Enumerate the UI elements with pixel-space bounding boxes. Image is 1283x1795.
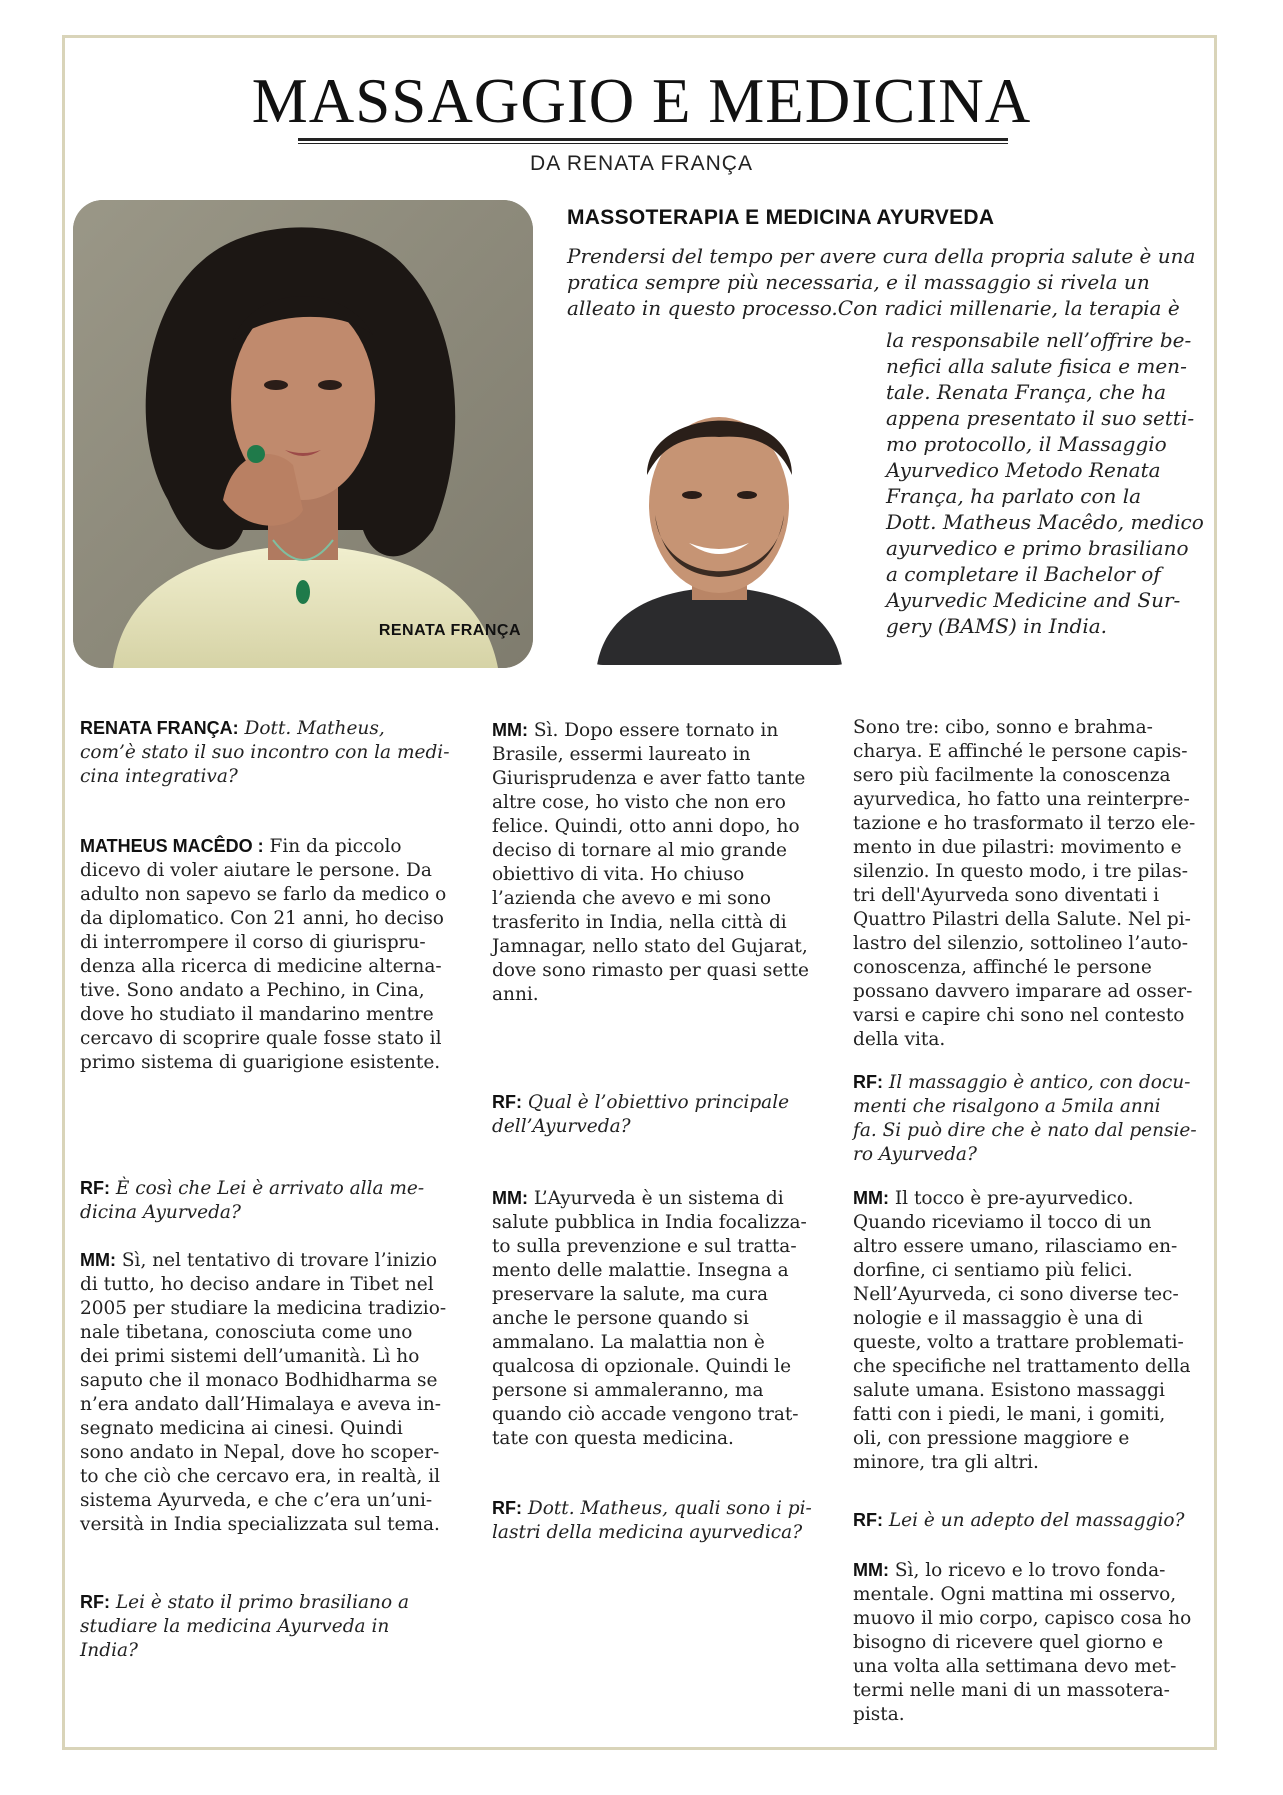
speaker-label: MM: xyxy=(853,1188,889,1208)
line-text: salute pubblica in India focalizza- xyxy=(492,1212,807,1233)
answer-paragraph xyxy=(492,1186,832,1451)
paragraph-line xyxy=(492,1521,832,1545)
line-text: Quattro Pilastri della Salute. Nel pi- xyxy=(853,909,1191,930)
paragraph-line xyxy=(80,1441,470,1465)
line-text: to che ciò che cercavo era, in realtà, il xyxy=(80,1466,441,1487)
answer-paragraph xyxy=(80,1248,470,1537)
lede-line: Ayurvedic Medicine and Sur- xyxy=(886,588,1181,612)
line-text: Qual è l’obiettivo principale xyxy=(527,1092,790,1113)
line-text: altre cose, ho visto che non ero xyxy=(492,792,786,813)
lede-line: alleato in questo processo.Con radici millenarie, la terapia è xyxy=(567,296,1180,320)
line-text: dell’Ayurveda? xyxy=(492,1116,631,1137)
paragraph-line xyxy=(80,1248,470,1273)
line-text: Dott. Matheus, quali sono i pi- xyxy=(527,1498,812,1519)
line-text: dorfine, ci sentiamo più felici. xyxy=(853,1260,1133,1281)
line-text: minore, tra gli altri. xyxy=(853,1452,1039,1473)
answer-paragraph xyxy=(80,834,470,1075)
intro-heading: MASSOTERAPIA E MEDICINA AYURVEDA xyxy=(567,206,995,229)
line-text: deciso di tornare al mio grande xyxy=(492,840,787,861)
paragraph-line xyxy=(80,741,470,765)
lede-line: Dott. Matheus Macêdo, medico xyxy=(886,510,1204,534)
line-text: ammalano. La malattia non è xyxy=(492,1332,765,1353)
paragraph-line xyxy=(853,1607,1208,1631)
line-text: charya. E affinché le persone capis- xyxy=(853,741,1188,762)
line-text: dove ho studiato il mandarino mentre xyxy=(80,1004,434,1025)
line-text: salute umana. Esistono massaggi xyxy=(853,1380,1165,1401)
paragraph-line xyxy=(853,1655,1208,1679)
paragraph-line xyxy=(80,1321,470,1345)
paragraph-line xyxy=(80,1513,470,1537)
paragraph-line xyxy=(853,812,1208,836)
line-text: Jamnagar, nello stato del Gujarat, xyxy=(492,936,808,957)
lede-top xyxy=(567,243,1212,321)
line-text: versità in India specializzata sul tema. xyxy=(80,1514,440,1535)
paragraph-line xyxy=(853,1211,1208,1235)
line-text: Sì, nel tentativo di trovare l’inizio xyxy=(121,1250,438,1271)
lede-line: la responsabile nell’offrire be- xyxy=(886,328,1192,352)
speaker-label: RF: xyxy=(492,1092,522,1112)
paragraph-line xyxy=(492,911,832,935)
paragraph-line xyxy=(853,908,1208,932)
paragraph-line xyxy=(80,1393,470,1417)
question-paragraph xyxy=(853,1070,1208,1167)
paragraph-line xyxy=(80,1201,470,1225)
paragraph-line xyxy=(80,1615,470,1639)
paragraph-line xyxy=(853,860,1208,884)
line-text: n’era andato dall’Himalaya e aveva in- xyxy=(80,1394,441,1415)
lede-line: appena presentato il suo setti- xyxy=(886,406,1195,430)
paragraph-line xyxy=(853,1355,1208,1379)
paragraph-line xyxy=(853,836,1208,860)
paragraph-line xyxy=(853,1508,1208,1533)
line-text: tive. Sono andato a Pechino, in Cina, xyxy=(80,980,425,1001)
paragraph-line xyxy=(80,955,470,979)
paragraph-line xyxy=(80,907,470,931)
speaker-label: RF: xyxy=(492,1498,522,1518)
line-text: L’Ayurveda è un sistema di xyxy=(533,1188,784,1209)
line-text: È così che Lei è arrivato alla me- xyxy=(115,1178,425,1199)
paragraph-line xyxy=(853,1583,1208,1607)
paragraph-line xyxy=(853,1403,1208,1427)
line-text: silenzio. In questo modo, i tre pilas- xyxy=(853,861,1188,882)
paragraph-line xyxy=(492,1496,832,1521)
paragraph-line xyxy=(492,815,832,839)
paragraph-line xyxy=(80,1590,470,1615)
line-text: mento in due pilastri: movimento e xyxy=(853,837,1182,858)
paragraph-line xyxy=(492,1403,832,1427)
paragraph-line xyxy=(492,743,832,767)
lede-line: França, ha parlato con la xyxy=(886,484,1142,508)
paragraph-line xyxy=(492,1259,832,1283)
lede-line: tale. Renata França, che ha xyxy=(886,380,1167,404)
speaker-label: RF: xyxy=(80,1178,110,1198)
paragraph-line xyxy=(853,980,1208,1004)
paragraph-line xyxy=(492,1355,832,1379)
line-text: Sì, lo ricevo e lo trovo fonda- xyxy=(894,1560,1166,1581)
lede-line: Prendersi del tempo per avere cura della propria salute è una xyxy=(567,244,1196,268)
line-text: Sono tre: cibo, sonno e brahma- xyxy=(853,717,1153,738)
line-text: primo sistema di guarigione esistente. xyxy=(80,1052,441,1073)
paragraph-line xyxy=(853,788,1208,812)
question-paragraph xyxy=(80,1176,470,1225)
line-text: 2005 per studiare la medicina tradizio- xyxy=(80,1298,447,1319)
line-text: sero più facilmente la conoscenza xyxy=(853,765,1171,786)
lede-line: Ayurvedico Metodo Renata xyxy=(886,458,1161,482)
paragraph-line xyxy=(853,1028,1208,1052)
line-text: varsi e capire chi sono nel contesto xyxy=(853,1005,1185,1026)
paragraph-line xyxy=(80,1297,470,1321)
paragraph-line xyxy=(80,1369,470,1393)
speaker-label: MATHEUS MACÊDO : xyxy=(80,836,264,856)
line-text: lastri della medicina ayurvedica? xyxy=(492,1522,803,1543)
paragraph-line xyxy=(853,764,1208,788)
paragraph-line xyxy=(492,1186,832,1211)
line-text: da diplomatico. Con 21 anni, ho deciso xyxy=(80,908,444,929)
line-text: Il tocco è pre-ayurvedico. xyxy=(894,1188,1134,1209)
line-text: una volta alla settimana devo met- xyxy=(853,1656,1177,1677)
paragraph-line xyxy=(492,839,832,863)
line-text: menti che risalgono a 5mila anni xyxy=(853,1096,1161,1117)
speaker-label: RF: xyxy=(853,1072,883,1092)
speaker-label: MM: xyxy=(80,1250,116,1270)
paragraph-line xyxy=(853,932,1208,956)
paragraph-line xyxy=(80,765,470,789)
line-text: segnato medicina ai cinesi. Quindi xyxy=(80,1418,403,1439)
line-text: cercavo di scoprire quale fosse stato il xyxy=(80,1028,442,1049)
line-text: quando ciò accade vengono trat- xyxy=(492,1404,799,1425)
paragraph-line xyxy=(80,859,470,883)
line-text: persone si ammaleranno, ma xyxy=(492,1380,764,1401)
line-text: studiare la medicina Ayurveda in xyxy=(80,1616,390,1637)
speaker-label: MM: xyxy=(853,1560,889,1580)
speaker-label: RF: xyxy=(853,1510,883,1530)
paragraph-line xyxy=(492,1379,832,1403)
line-text: anni. xyxy=(492,984,539,1005)
paragraph-line xyxy=(80,979,470,1003)
speaker-label: RENATA FRANÇA: xyxy=(80,718,239,738)
line-text: saputo che il monaco Bodhidharma se xyxy=(80,1370,438,1391)
line-text: fatti con i piedi, le mani, i gomiti, xyxy=(853,1404,1166,1425)
lede-line: nefici alla salute fisica e men- xyxy=(886,354,1187,378)
paragraph-line xyxy=(492,1235,832,1259)
paragraph-line xyxy=(80,883,470,907)
portrait-illustration xyxy=(577,365,862,665)
paragraph-line xyxy=(853,1679,1208,1703)
paragraph-line xyxy=(492,863,832,887)
line-text: Sì. Dopo essere tornato in xyxy=(533,720,779,741)
line-text: anche le persone quando si xyxy=(492,1308,749,1329)
paragraph-line xyxy=(492,1211,832,1235)
line-text: adulto non sapevo se farlo da medico o xyxy=(80,884,447,905)
answer-paragraph xyxy=(853,1186,1208,1475)
title-rule-thin xyxy=(298,143,1008,144)
paragraph-line xyxy=(853,1235,1208,1259)
line-text: termi nelle mani di un massotera- xyxy=(853,1680,1170,1701)
paragraph-line xyxy=(492,1427,832,1451)
paragraph-line xyxy=(80,1273,470,1297)
paragraph-line xyxy=(492,791,832,815)
paragraph-line xyxy=(853,1259,1208,1283)
title-rule-thick xyxy=(298,138,1008,141)
paragraph-line xyxy=(492,935,832,959)
line-text: felice. Quindi, otto anni dopo, ho xyxy=(492,816,800,837)
paragraph-line xyxy=(492,983,832,1007)
paragraph-line xyxy=(80,716,470,741)
line-text: oli, con pressione maggiore e xyxy=(853,1428,1130,1449)
line-text: mento delle malattie. Insegna a xyxy=(492,1260,789,1281)
line-text: Quando riceviamo il tocco di un xyxy=(853,1212,1152,1233)
paragraph-line xyxy=(853,1095,1208,1119)
question-paragraph xyxy=(853,1508,1208,1533)
line-text: possano davvero imparare ad osser- xyxy=(853,981,1193,1002)
paragraph-line xyxy=(853,1331,1208,1355)
paragraph-line xyxy=(853,956,1208,980)
paragraph-line xyxy=(492,767,832,791)
line-text: lastro del silenzio, sottolineo l’auto- xyxy=(853,933,1188,954)
question-paragraph xyxy=(492,1496,832,1545)
lede-line: gery (BAMS) in India. xyxy=(886,614,1108,638)
line-text: pista. xyxy=(853,1704,905,1725)
paragraph-line xyxy=(853,884,1208,908)
paragraph-line xyxy=(492,1115,832,1139)
paragraph-line xyxy=(853,1451,1208,1475)
line-text: ro Ayurveda? xyxy=(853,1144,977,1165)
question-paragraph xyxy=(80,1590,470,1663)
paragraph-line xyxy=(853,1427,1208,1451)
paragraph-line xyxy=(80,1345,470,1369)
paragraph-line xyxy=(853,1283,1208,1307)
speaker-label: MM: xyxy=(492,720,528,740)
paragraph-line xyxy=(853,1143,1208,1167)
lede-line: a completare il Bachelor of xyxy=(886,562,1161,586)
line-text: dei primi sistemi dell’umanità. Lì ho xyxy=(80,1346,420,1367)
paragraph-line xyxy=(853,1307,1208,1331)
line-text: della vita. xyxy=(853,1029,946,1050)
paragraph-line xyxy=(80,1465,470,1489)
line-text: India? xyxy=(80,1640,138,1661)
answer-paragraph xyxy=(853,1558,1208,1727)
line-text: nale tibetana, conosciuta come uno xyxy=(80,1322,413,1343)
lede-line: mo protocollo, il Massaggio xyxy=(886,432,1167,456)
page-title: MASSAGGIO E MEDICINA xyxy=(251,66,1032,136)
paragraph-line xyxy=(853,1379,1208,1403)
line-text: Dott. Matheus, xyxy=(244,718,385,739)
line-text: dicevo di voler aiutare le persone. Da xyxy=(80,860,432,881)
line-text: qualcosa di opzionale. Quindi le xyxy=(492,1356,792,1377)
line-text: bisogno di ricevere quel giorno e xyxy=(853,1632,1164,1653)
matheus-macedo-photo xyxy=(577,365,862,665)
line-text: ayurvedica, ho fatto una reinterpre- xyxy=(853,789,1190,810)
line-text: dove sono rimasto per quasi sette xyxy=(492,960,809,981)
line-text: altro essere umano, rilasciamo en- xyxy=(853,1236,1178,1257)
answer-paragraph xyxy=(853,716,1208,1052)
paragraph-line xyxy=(80,931,470,955)
paragraph-line xyxy=(853,1631,1208,1655)
line-text: com’è stato il suo incontro con la medi- xyxy=(80,742,450,763)
line-text: tate con questa medicina. xyxy=(492,1428,734,1449)
line-text: sono andato in Nepal, dove ho scoper- xyxy=(80,1442,440,1463)
line-text: muovo il mio corpo, capisco cosa ho xyxy=(853,1608,1192,1629)
paragraph-line xyxy=(80,1003,470,1027)
line-text: tri dell'Ayurveda sono diventati i xyxy=(853,885,1160,906)
line-text: Nell’Ayurveda, ci sono diverse tec- xyxy=(853,1284,1179,1305)
lede-side xyxy=(886,327,1211,639)
line-text: dicina Ayurveda? xyxy=(80,1202,241,1223)
paragraph-line xyxy=(853,1703,1208,1727)
paragraph-line xyxy=(80,1027,470,1051)
paragraph-line xyxy=(853,1070,1208,1095)
paragraph-line xyxy=(80,834,470,859)
byline: DA RENATA FRANÇA xyxy=(530,152,753,175)
line-text: Il massaggio è antico, con docu- xyxy=(888,1072,1191,1093)
paragraph-line xyxy=(853,716,1208,740)
line-text: queste, volto a trattare problemati- xyxy=(853,1332,1184,1353)
paragraph-line xyxy=(492,1331,832,1355)
line-text: tazione e ho trasformato il terzo ele- xyxy=(853,813,1196,834)
line-text: preservare la salute, ma cura xyxy=(492,1284,769,1305)
question-paragraph xyxy=(80,716,470,789)
paragraph-line xyxy=(853,1186,1208,1211)
line-text: sistema Ayurveda, e che c’era un’uni- xyxy=(80,1490,433,1511)
line-text: cina integrativa? xyxy=(80,766,238,787)
lede-line: pratica sempre più necessaria, e il massaggio si rivela un xyxy=(567,270,1150,294)
paragraph-line xyxy=(853,1004,1208,1028)
question-paragraph xyxy=(492,1090,832,1139)
paragraph-line xyxy=(492,1090,832,1115)
paragraph-line xyxy=(492,959,832,983)
paragraph-line xyxy=(492,718,832,743)
paragraph-line xyxy=(853,740,1208,764)
line-text: Fin da piccolo xyxy=(269,836,402,857)
line-text: denza alla ricerca di medicine alterna- xyxy=(80,956,442,977)
line-text: l’azienda che avevo e mi sono xyxy=(492,888,771,909)
line-text: fa. Si può dire che è nato dal pensie- xyxy=(853,1120,1197,1141)
line-text: Lei è stato il primo brasiliano a xyxy=(115,1592,409,1613)
line-text: Lei è un adepto del massaggio? xyxy=(888,1510,1185,1531)
line-text: nologie e il massaggio è una di xyxy=(853,1308,1143,1329)
line-text: obiettivo di vita. Ho chiuso xyxy=(492,864,745,885)
speaker-label: RF: xyxy=(80,1592,110,1612)
line-text: conoscenza, affinché le persone xyxy=(853,957,1152,978)
paragraph-line xyxy=(80,1489,470,1513)
portrait-illustration xyxy=(73,200,533,668)
photo-caption: RENATA FRANÇA xyxy=(378,622,521,639)
paragraph-line xyxy=(853,1119,1208,1143)
paragraph-line xyxy=(853,1558,1208,1583)
line-text: che specifiche nel trattamento della xyxy=(853,1356,1191,1377)
line-text: mentale. Ogni mattina mi osservo, xyxy=(853,1584,1177,1605)
answer-paragraph xyxy=(492,718,832,1007)
line-text: Giurisprudenza e aver fatto tante xyxy=(492,768,806,789)
paragraph-line xyxy=(492,1283,832,1307)
paragraph-line xyxy=(80,1051,470,1075)
line-text: trasferito in India, nella città di xyxy=(492,912,787,933)
speaker-label: MM: xyxy=(492,1188,528,1208)
line-text: Brasile, essermi laureato in xyxy=(492,744,751,765)
paragraph-line xyxy=(80,1639,470,1663)
paragraph-line xyxy=(80,1417,470,1441)
paragraph-line xyxy=(492,1307,832,1331)
renata-franca-photo xyxy=(73,200,533,668)
line-text: di interrompere il corso di giurispru- xyxy=(80,932,426,953)
lede-line: ayurvedico e primo brasiliano xyxy=(886,536,1189,560)
paragraph-line xyxy=(492,887,832,911)
line-text: di tutto, ho deciso andare in Tibet nel xyxy=(80,1274,434,1295)
line-text: to sulla prevenzione e sul tratta- xyxy=(492,1236,797,1257)
paragraph-line xyxy=(80,1176,470,1201)
